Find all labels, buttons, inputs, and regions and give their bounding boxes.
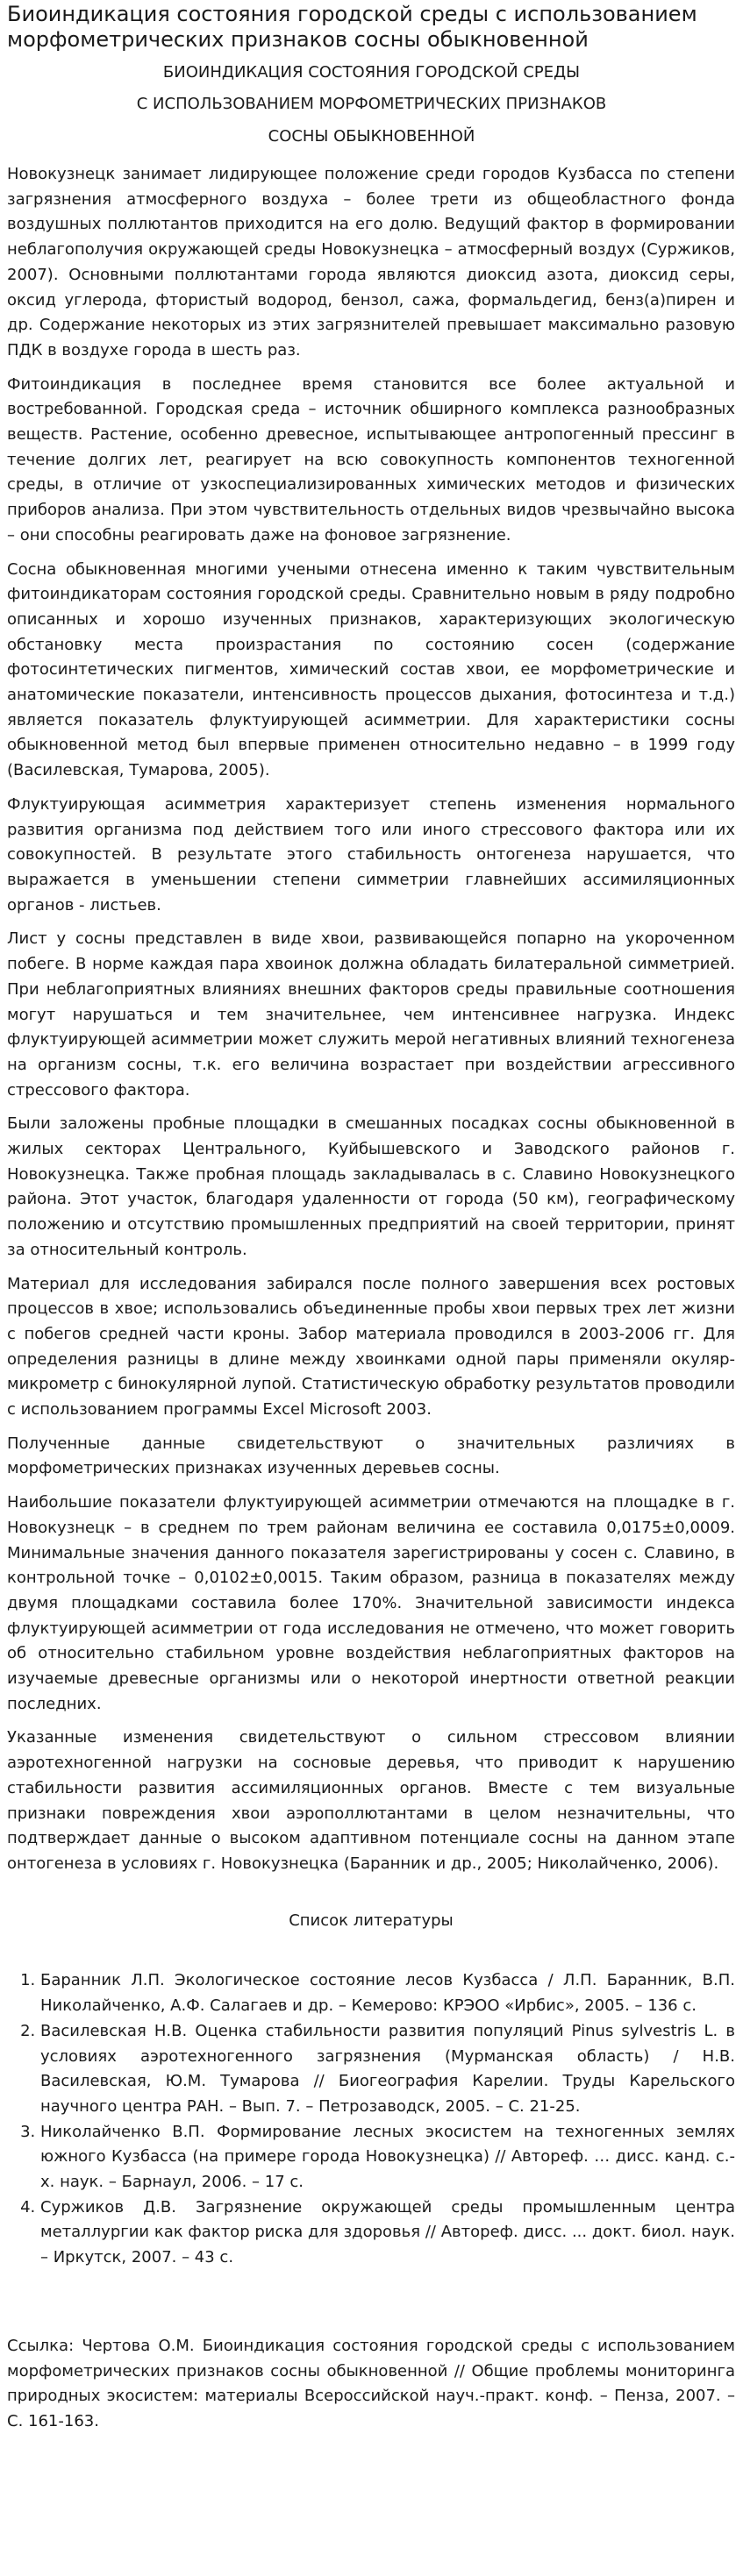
body-paragraph: Сосна обыкновенная многими учеными отнесена именно к таким чувствительным фитоиндикаторам состояния городской среды. Сравнительно новым в ряду подробно описанных и хорошо изученных признаков, характеризующих экологическую обстановку места произрастания по состоянию сосен (содержание фотосинтетических пигментов, химический состав хвои, ее морфометрические и анатомические показатели, интенсивность процессов дыхания, фотосинтеза и т.д.) является показатель флуктуирующей асимметрии. Для характеристики сосны обыкновенной метод был впервые применен относительно недавно – в 1999 году (Василевская, Тумарова, 2005). xyxy=(7,559,735,780)
reference-item: 1. Баранник Л.П. Экологическое состояние лесов Кузбасса / Л.П. Баранник, В.П. Николайченко, А.Ф. Салагаев и др. – Кемерово: КРЭОО «Ирбис», 2005. – 136 с. xyxy=(40,1968,735,2018)
body-paragraph: Наибольшие показатели флуктуирующей асимметрии отмечаются на площадке в г. Новокузнецк – в среднем по трем районам величина ее составила 0,0175±0,0009. Минимальные значения данного показателя зарегистрированы у сосен с. Славино, в контрольной точке – 0,0102±0,0015. Таким образом, разница в показателях между двумя площадками составила более 170%. Значительной зависимости индекса флуктуирующей асимметрии от года исследования не отмечено, что может говорить об относительно стабильном уровне воздействия неблагоприятных факторов на изучаемые древесные организмы или о некоторой инертности ответной реакции последних. xyxy=(7,1493,735,1713)
reference-item: 3. Николайченко В.П. Формирование лесных экосистем на техногенных землях южного Кузбасса (на примере города Новокузнецка) // Автореф. … дисс. канд. с.-х. наук. – Барнаул, 2006. – 17 с. xyxy=(40,2120,735,2195)
body-paragraph: Фитоиндикация в последнее время становится все более актуальной и востребованной. Городская среда – источник обширного комплекса разнообразных веществ. Растение, особенно древесное, испытывающее антропогенный прессинг в течение долгих лет, реагирует на всю совокупность компонентов техногенной среды, в отличие от узкоспециализированных химических методов и физических приборов анализа. При этом чувствительность отдельных видов чрезвычайно высока – они способны реагировать даже на фоновое загрязнение. xyxy=(7,374,735,544)
subtitle-line-1: БИОИНДИКАЦИЯ СОСТОЯНИЯ ГОРОДСКОЙ СРЕДЫ xyxy=(162,63,581,82)
body-paragraph: Лист у сосны представлен в виде хвои, развивающейся попарно на укороченном побеге. В норме каждая пара хвоинок должна обладать билатеральной симметрией. При неблагоприятных влияниях внешних факторов среды правильные соотношения могут нарушаться и тем значительнее, чем интенсивнее нагрузка. Индекс флуктуирующей асимметрии может служить мерой негативных влияний техногенеза на организм сосны, т.к. его величина возрастает при воздействии агрессивного стрессового фактора. xyxy=(7,929,735,1099)
body-paragraph: Были заложены пробные площадки в смешанных посадках сосны обыкновенной в жилых секторах Центрального, Куйбышевского и Заводского районов г. Новокузнецка. Также пробная площадь закладывалась в с. Славино Новокузнецкого района. Этот участок, благодаря удаленности от города (50 км), географическому положению и отсутствию промышленных предприятий на своей территории, принят за относительный контроль. xyxy=(7,1114,735,1259)
body-paragraph: Материал для исследования забирался после полного завершения всех ростовых процессов в хвое; использовались объединенные пробы хвои первых трех лет жизни с побегов средней части кроны. Забор материала проводился в 2003-2006 гг. Для определения разницы в длине между хвоинками одной пары применяли окуляр-микрометр с бинокулярной лупой. Статистическую обработку результатов проводили с использованием программы Excel Microsoft 2003. xyxy=(7,1274,735,1420)
references-list xyxy=(7,1968,735,2270)
body-paragraph: Новокузнецк занимает лидирующее положение среди городов Кузбасса по степени загрязнения атмосферного воздуха – более трети из общеобластного фонда воздушных поллютантов приходится на его долю. Ведущий фактор в формировании неблагополучия окружающей среды Новокузнецка – атмосферный воздух (Суржиков, 2007). Основными поллютантами города являются диоксид азота, диоксид серы, оксид углерода, фтористый водород, бензол, сажа, формальдегид, бенз(а)пирен и др. Содержание некоторых из этих загрязнителей превышает максимально разовую ПДК в воздухе города в шесть раз. xyxy=(7,165,735,359)
reference-item: 4. Суржиков Д.В. Загрязнение окружающей среды промышленным центра металлургии как фактор риска для здоровья // Автореф. дисс. ... докт. биол. наук. – Иркутск, 2007. – 43 с. xyxy=(40,2195,735,2271)
document-title: Биоиндикация состояния городской среды с использованием морфометрических признаков сосны обыкновенной xyxy=(7,2,697,52)
body-paragraph: Флуктуирующая асимметрия характеризует степень изменения нормального развития организма под действием того или иного стрессового фактора или их совокупностей. В результате этого стабильность онтогенеза нарушается, что выражается в уменьшении степени симметрии главнейших ассимиляционных органов - листьев. xyxy=(7,794,735,914)
body-paragraph: Указанные изменения свидетельствуют о сильном стрессовом влиянии аэротехногенной нагрузки на сосновые деревья, что приводит к нарушению стабильности развития ассимиляционных органов. Вместе с тем визуальные признаки повреждения хвои аэрополлютантами в целом незначительны, что подтверждает данные о высоком адаптивном потенциале сосны на данном этапе онтогенеза в условиях г. Новокузнецка (Баранник и др., 2005; Николайченко, 2006). xyxy=(7,1728,735,1873)
subtitle-line-2: С ИСПОЛЬЗОВАНИЕМ МОРФОМЕТРИЧЕСКИХ ПРИЗНАКОВ xyxy=(136,95,607,113)
references-heading: Список литературы xyxy=(289,1911,454,1930)
reference-item: 2. Василевская Н.В. Оценка стабильности развития популяций Pinus sylvestris L. в условиях аэротехногенного загрязнения (Мурманская область) / Н.В. Василевская, Ю.М. Тумарова // Биогеография Карелии. Труды Карельского научного центра РАН. – Вып. 7. – Петрозаводск, 2005. – С. 21-25. xyxy=(40,2019,735,2120)
citation-note: Ссылка: Чертова О.М. Биоиндикация состояния городской среды с использованием морфометрических признаков сосны обыкновенной // Общие проблемы мониторинга природных экосистем: материалы Всероссийской науч.-практ. конф. – Пенза, 2007. – С. 161-163. xyxy=(7,2336,735,2430)
body-paragraph: Полученные данные свидетельствуют о значительных различиях в морфометрических признаках изученных деревьев сосны. xyxy=(7,1434,735,1478)
subtitle-line-3: СОСНЫ ОБЫКНОВЕННОЙ xyxy=(268,127,475,146)
article-body xyxy=(7,162,735,2444)
